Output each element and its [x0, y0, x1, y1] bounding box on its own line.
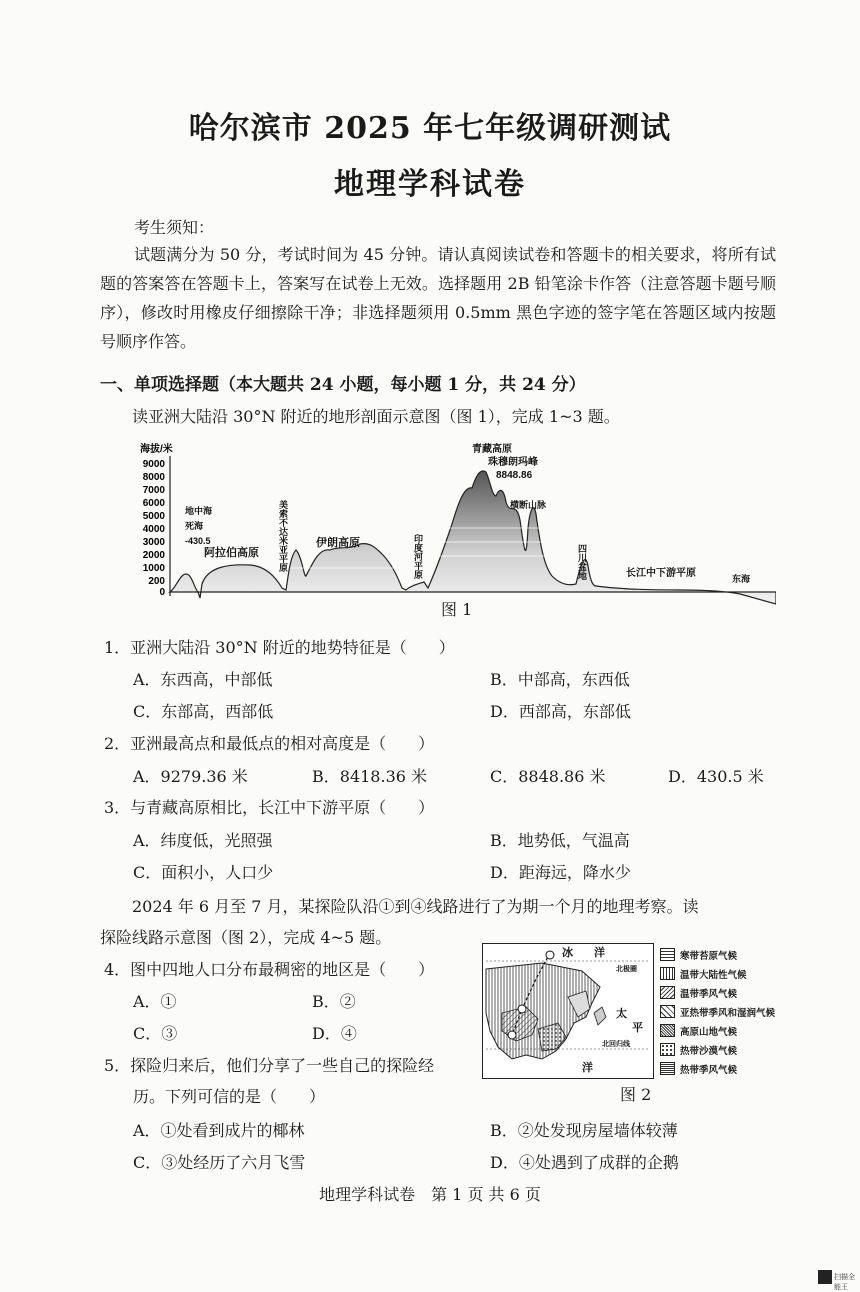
- label-sichuan: 四川盆地: [577, 544, 587, 580]
- q2-option-c: C．8848.86 米: [490, 767, 606, 786]
- label-yilang: 伊朗高原: [316, 537, 360, 549]
- question-4: 4．图中四地人口分布最稠密的地区是（ ）: [104, 960, 435, 979]
- q5-option-b: B．②处发现房屋墙体较薄: [490, 1121, 678, 1140]
- legend-swatch: [660, 948, 675, 961]
- y-tick: 7000: [142, 485, 165, 496]
- question-1: 1．亚洲大陆沿 30°N 附近的地势特征是（ ）: [104, 638, 455, 657]
- q2-option-a: A．9279.36 米: [133, 767, 248, 786]
- legend-swatch: [660, 967, 675, 980]
- question-3: 3．与青藏高原相比，长江中下游平原（ ）: [104, 798, 435, 817]
- q2-option-b: B．8418.36 米: [312, 767, 428, 786]
- label-everest: 珠穆朗玛峰: [488, 457, 538, 468]
- q5-option-d: D．④处遇到了成群的企鹅: [490, 1153, 679, 1172]
- q3-option-b: B．地势低，气温高: [490, 831, 630, 850]
- legend-label: 寒带苔原气候: [680, 950, 738, 962]
- legend-swatch: [660, 1062, 675, 1075]
- q2-option-d: D．430.5 米: [668, 767, 764, 786]
- route-map-figure: [482, 943, 654, 1079]
- q3-option-d: D．距海远，降水少: [490, 863, 631, 882]
- legend-item: [660, 945, 798, 964]
- q5-option-a: A．①处看到成片的椰林: [133, 1121, 305, 1140]
- label-yindu: 印度河平原: [413, 534, 423, 579]
- y-tick: 2000: [142, 550, 165, 561]
- q4-option-d: D．④: [312, 1024, 357, 1043]
- legend-swatch: [660, 1024, 675, 1037]
- map-label-yang-top: 洋: [594, 947, 605, 959]
- y-tick: 6000: [142, 498, 165, 509]
- map-label-yang-bottom: 洋: [582, 1062, 593, 1074]
- intro-figure2-line2: 探险线路示意图（图 2），完成 4~5 题。: [100, 928, 392, 947]
- q1-option-b: B．中部高，东西低: [490, 670, 630, 689]
- y-tick: 4000: [142, 524, 165, 535]
- notice-heading: 考生须知：: [134, 218, 215, 237]
- legend-label: 温带季风气候: [680, 988, 738, 1000]
- notice-body: 试题满分为 50 分，考试时间为 45 分钟。请认真阅读试卷和答题卡的相关要求，将所有试题的答案答在答题卡上，答案写在试卷上无效。选择题用 2B 铅笔涂卡作答（注意答题卡题号顺序），修改时用橡皮仔细擦除干净；非选择题须用 0.5mm 黑色字迹的签字笔在答题区域内按题号顺序作答。: [100, 245, 776, 351]
- legend-swatch: [660, 1043, 675, 1056]
- legend-label: 热带沙漠气候: [680, 1045, 738, 1057]
- legend-item: [660, 1059, 798, 1078]
- q5-option-c: C．③处经历了六月飞雪: [133, 1153, 306, 1172]
- map-label-tai: 太: [616, 1008, 627, 1020]
- page-subtitle: 地理学科试卷: [334, 167, 526, 202]
- climate-legend: [660, 945, 798, 1078]
- scanner-watermark: 扫描全能王: [834, 1273, 855, 1291]
- label-changjiang: 长江中下游平原: [626, 568, 696, 579]
- legend-label: 温带大陆性气候: [680, 969, 747, 981]
- q1-option-c: C．东部高，西部低: [133, 702, 274, 721]
- page-title: 哈尔滨市 2025 年七年级调研测试: [188, 111, 672, 146]
- label-sihai: 死海: [185, 521, 204, 531]
- intro-figure2-line1: 2024 年 6 月至 7 月，某探险队沿①到④线路进行了为期一个月的地理考察。读: [132, 897, 699, 916]
- legend-label: 亚热带季风和湿润气候: [680, 1007, 776, 1019]
- legend-label: 热带季风气候: [680, 1064, 738, 1076]
- q4-option-c: C．③: [133, 1024, 178, 1043]
- section-heading: 一、单项选择题（本大题共 24 小题，每小题 1 分，共 24 分）: [100, 375, 586, 395]
- label-meisuo: 美索不达米亚平原: [278, 500, 288, 572]
- terrain-profile-figure: [140, 438, 776, 610]
- question-5-line2: 历。下列可信的是（ ）: [133, 1087, 326, 1106]
- q4-option-a: A．①: [133, 992, 177, 1011]
- map-label-arctic: 北极圈: [616, 966, 637, 973]
- y-tick: 1000: [142, 563, 165, 574]
- page-footer: 地理学科试卷 第 1 页 共 6 页: [319, 1185, 541, 1204]
- map-label-bing: 冰: [562, 947, 573, 959]
- legend-item: [660, 964, 798, 983]
- label-alabo: 阿拉伯高原: [204, 547, 259, 559]
- legend-item: [660, 1021, 798, 1040]
- y-tick: 200: [148, 576, 165, 587]
- q3-option-a: A．纬度低，光照强: [133, 831, 273, 850]
- label-hengduan: 横断山脉: [510, 500, 547, 510]
- figure1-caption: 图 1: [441, 600, 473, 619]
- figure2-caption: 图 2: [620, 1085, 652, 1104]
- q4-option-b: B．②: [312, 992, 356, 1011]
- terrain-profile: [170, 471, 776, 604]
- y-tick: 8000: [142, 472, 165, 483]
- y-axis-label: 海拔/米: [140, 444, 173, 455]
- y-tick: 0: [159, 587, 165, 598]
- q1-option-d: D．西部高，东部低: [490, 702, 631, 721]
- y-tick: 9000: [142, 459, 165, 470]
- q1-option-a: A．东西高，中部低: [133, 670, 273, 689]
- legend-label: 高原山地气候: [680, 1026, 738, 1038]
- legend-swatch: [660, 1005, 675, 1018]
- label-everest-height: 8848.86: [496, 470, 533, 481]
- map-label-ping: 平: [632, 1022, 643, 1034]
- legend-swatch: [660, 986, 675, 999]
- label-donghai: 东海: [732, 574, 751, 584]
- question-5-line1: 5．探险归来后，他们分享了一些自己的探险经: [104, 1056, 435, 1075]
- qr-code-icon: [818, 1270, 832, 1284]
- question-2: 2．亚洲最高点和最低点的相对高度是（ ）: [104, 734, 435, 753]
- legend-item: [660, 1002, 798, 1021]
- y-tick: 5000: [142, 511, 165, 522]
- q3-option-c: C．面积小，人口少: [133, 863, 274, 882]
- map-label-tropic: 北回归线: [602, 1041, 630, 1048]
- intro-figure1: 读亚洲大陆沿 30°N 附近的地形剖面示意图（图 1），完成 1~3 题。: [132, 407, 620, 426]
- label-dizhonghai: 地中海: [185, 506, 213, 516]
- legend-item: [660, 1040, 798, 1059]
- label-qingzang: 青藏高原: [472, 444, 512, 455]
- y-tick: 3000: [142, 537, 165, 548]
- label-sihai-height: -430.5: [185, 536, 211, 546]
- legend-item: [660, 983, 798, 1002]
